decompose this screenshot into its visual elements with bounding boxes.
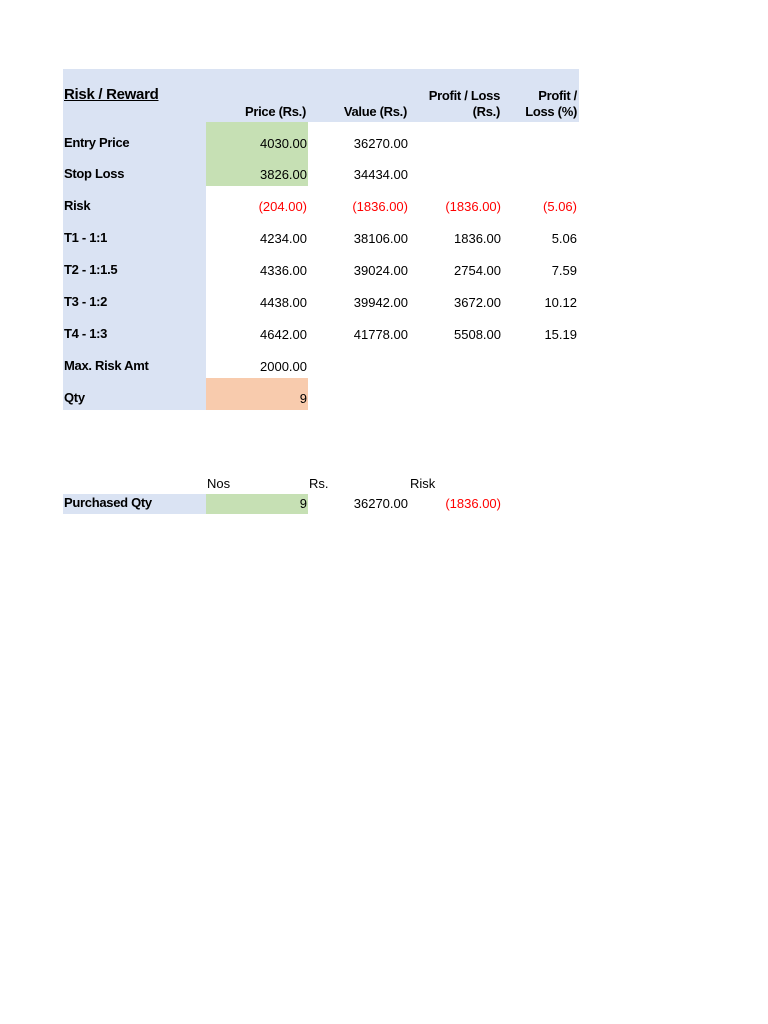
t1-pct-cell: 5.06 (551, 231, 577, 246)
risk-value-cell: (1836.00) (352, 199, 408, 214)
t3-value-cell: 39942.00 (353, 295, 408, 310)
header-pl-pct-line1: Profit / (538, 88, 577, 103)
t4-pl-cell: 5508.00 (454, 327, 501, 342)
entry-value-cell: 36270.00 (353, 136, 408, 151)
row-label-risk: Risk (64, 198, 91, 213)
qty-cell: 9 (299, 391, 307, 406)
qty-cell-fill (206, 378, 308, 410)
purchased-rs-cell: 36270.00 (353, 496, 408, 511)
risk-pl-cell: (1836.00) (445, 199, 501, 214)
t1-price-cell: 4234.00 (260, 231, 307, 246)
t4-pct-cell: 15.19 (544, 327, 577, 342)
purchased-risk-cell: (1836.00) (445, 496, 501, 511)
t2-price-cell: 4336.00 (260, 263, 307, 278)
t3-pl-cell: 3672.00 (454, 295, 501, 310)
t3-price-cell: 4438.00 (260, 295, 307, 310)
purchase-head-rs: Rs. (309, 476, 329, 491)
risk-price-cell: (204.00) (258, 199, 307, 214)
row-label-t3: T3 - 1:2 (64, 294, 108, 309)
header-pl-rs-line1: Profit / Loss (428, 88, 500, 103)
t4-value-cell: 41778.00 (353, 327, 408, 342)
t1-value-cell: 38106.00 (353, 231, 408, 246)
row-label-stop-loss: Stop Loss (64, 166, 125, 181)
t2-value-cell: 39024.00 (353, 263, 408, 278)
purchased-qty-cell[interactable]: 9 (299, 496, 307, 511)
t2-pct-cell: 7.59 (551, 263, 577, 278)
header-pl-pct-line2: Loss (%) (525, 104, 577, 119)
row-label-t2: T2 - 1:1.5 (64, 262, 118, 277)
t2-pl-cell: 2754.00 (454, 263, 501, 278)
row-label-t1: T1 - 1:1 (64, 230, 108, 245)
t3-pct-cell: 10.12 (544, 295, 577, 310)
row-label-t4: T4 - 1:3 (64, 326, 108, 341)
row-label-max-risk: Max. Risk Amt (64, 358, 149, 373)
row-label-entry-price: Entry Price (64, 135, 130, 150)
row-label-qty: Qty (64, 390, 85, 405)
header-price: Price (Rs.) (244, 104, 306, 119)
purchase-head-nos: Nos (207, 476, 231, 491)
purchase-head-risk: Risk (410, 476, 436, 491)
header-pl-rs-line2: (Rs.) (472, 104, 500, 119)
row-label-purchased-qty: Purchased Qty (64, 495, 152, 510)
t4-price-cell: 4642.00 (260, 327, 307, 342)
header-value: Value (Rs.) (343, 104, 407, 119)
sheet-title: Risk / Reward (64, 86, 159, 103)
purchased-qty-fill (206, 494, 308, 514)
risk-pct-cell: (5.06) (543, 199, 577, 214)
max-risk-amt-cell[interactable]: 2000.00 (260, 359, 307, 374)
entry-price-cell[interactable]: 4030.00 (260, 136, 307, 151)
stop-loss-price-cell[interactable]: 3826.00 (260, 167, 307, 182)
stop-loss-value-cell: 34434.00 (353, 167, 408, 182)
t1-pl-cell: 1836.00 (454, 231, 501, 246)
